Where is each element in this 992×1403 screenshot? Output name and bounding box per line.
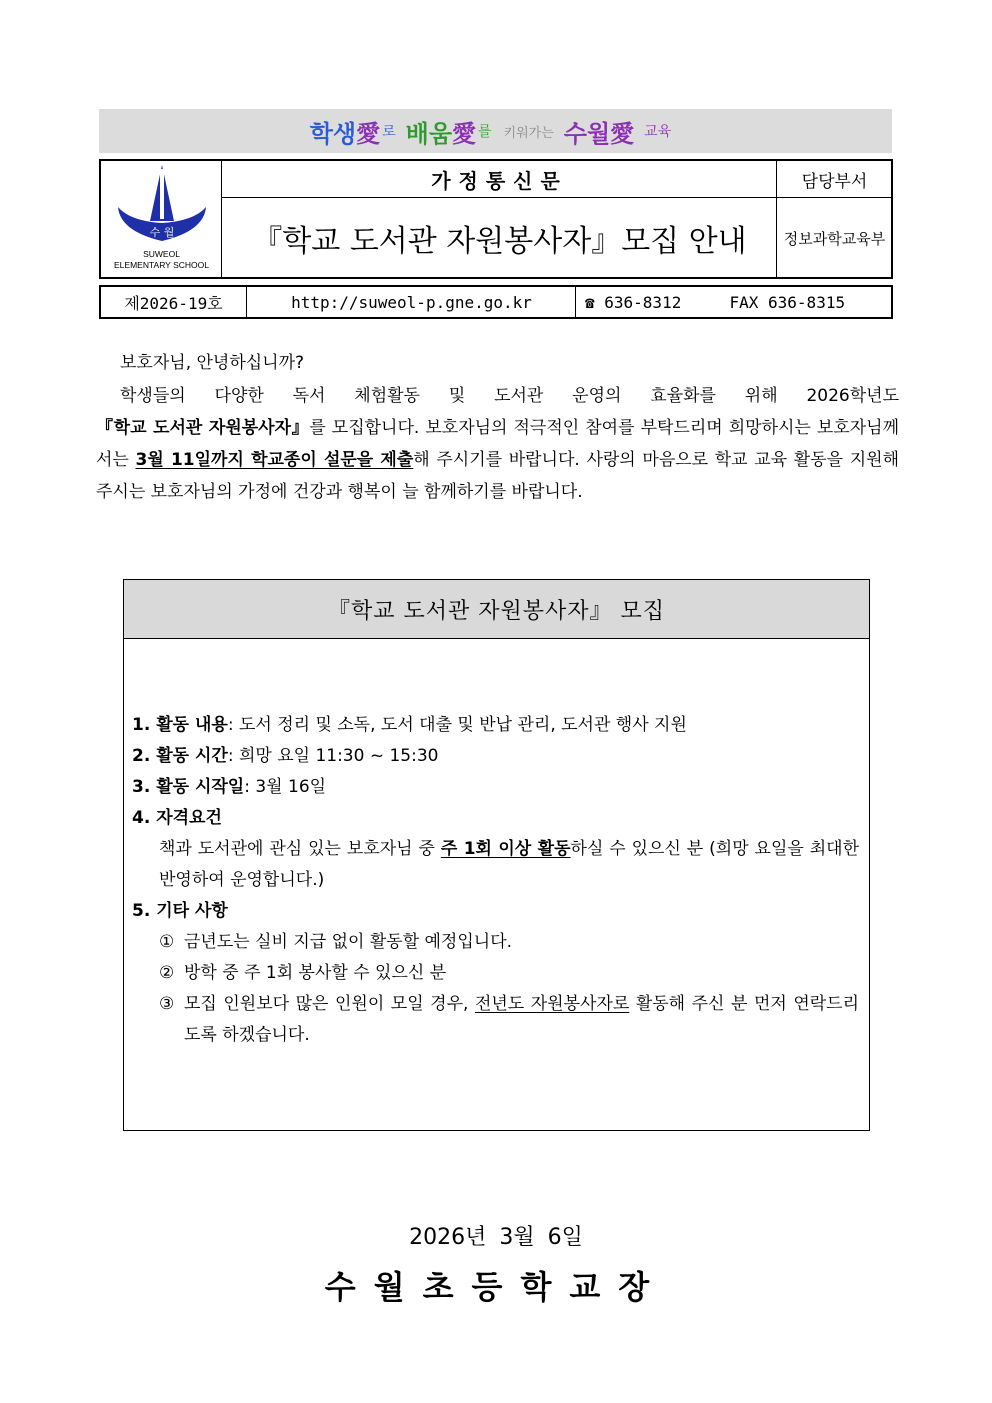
header-table — [99, 159, 893, 279]
slogan-part1-suffix: 로 — [382, 124, 396, 140]
slogan-banner — [99, 109, 892, 153]
slogan-love-2: 愛 — [452, 118, 477, 148]
info-row — [99, 285, 893, 319]
greeting: 보호자님, 안녕하십니까? — [120, 353, 305, 373]
detail-item-5 — [132, 896, 859, 927]
slogan-part5: 교육 — [644, 124, 672, 140]
slogan-part3: 키워가는 — [503, 125, 554, 141]
doc-number: 제2026-19호 — [124, 293, 223, 313]
slogan-part4: 수월 — [563, 119, 611, 148]
slogan-part2: 배움 — [405, 119, 453, 148]
qualification-emphasis: 주 1회 이상 활동 — [440, 839, 571, 859]
detail-label-2: 2. 활동 시간 — [132, 746, 228, 766]
priority-emphasis: 전년도 자원봉사자로 — [474, 994, 630, 1014]
detail-label-4: 4. 자격요건 — [132, 808, 222, 828]
school-logo — [101, 161, 222, 277]
recruitment-box — [123, 579, 870, 1131]
body-text-1: 학생들의 다양한 독서 체험활동 및 도서관 운영의 효율화를 위해 2026학년도 — [120, 386, 899, 406]
other-note-3: ③ 모집 인원보다 많은 인원이 모일 경우, 전년도 자원봉사자로 활동해 주신 분 먼저 연락드리도록 하겠습니다. — [159, 994, 860, 1045]
doc-title: 『학교 도서관 자원봉사자』모집 안내 — [252, 224, 747, 259]
body-text-2: 를 모집합니다. 보호자님의 적극적인 참여를 부탁드리며 희망하시는 보호자님께서는 — [96, 418, 900, 470]
slogan-love-3: 愛 — [610, 118, 635, 148]
logo-text: 수 월 — [149, 226, 174, 239]
body-text-bold: 『학교 도서관 자원봉사자』 — [96, 418, 310, 438]
dept-label: 담당부서 — [801, 171, 868, 192]
signer: 수월초등학교장 — [324, 1268, 668, 1306]
detail-label-5: 5. 기타 사항 — [132, 901, 228, 921]
detail-item-3: 3. 활동 시작일: 3월 16일 — [132, 777, 327, 797]
contact-phone-fax: ☎ 636-8312 FAX 636-8315 — [585, 292, 846, 312]
detail-label-1: 1. 활동 내용 — [132, 715, 228, 735]
slogan-part2-suffix: 를 — [478, 124, 492, 140]
box-title: 『학교 도서관 자원봉사자』 모집 — [124, 580, 869, 639]
slogan-part1: 학생 — [309, 119, 357, 148]
body-text-deadline: 3월 11일까지 학교종이 설문을 제출 — [135, 450, 414, 470]
other-note-1: ① 금년도는 실비 지급 없이 활동할 예정입니다. — [159, 932, 513, 952]
slogan-love-1: 愛 — [356, 118, 381, 148]
detail-item-2: 2. 활동 시간: 희망 요일 11:30 ~ 15:30 — [132, 746, 439, 766]
dept-value: 정보과학교육부 — [783, 229, 886, 248]
recruitment-details — [132, 710, 859, 1051]
doc-type: 가정통신문 — [431, 168, 568, 193]
school-url[interactable]: http://suweol-p.gne.go.kr — [291, 292, 532, 312]
body-paragraph — [96, 380, 899, 508]
school-name-en-2: ELEMENTARY SCHOOL — [114, 260, 209, 270]
detail-item-1: 1. 활동 내용: 도서 정리 및 소독, 도서 대출 및 반납 관리, 도서관 행사 지원 — [132, 715, 687, 735]
detail-item-4 — [132, 803, 859, 834]
body-text-3: 해 주시기를 바랍니다. 사랑의 마음으로 학교 교육 활동을 지원해 주시는 보호자님의 가정에 건강과 행복이 늘 함께하기를 바랍니다. — [96, 450, 899, 502]
issue-date: 2026년 3월 6일 — [409, 1225, 583, 1250]
school-name-en-1: SUWEOL — [143, 249, 180, 259]
other-note-2: ② 방학 중 주 1회 봉사할 수 있으신 분 — [159, 963, 447, 983]
detail-label-3: 3. 활동 시작일 — [132, 777, 245, 797]
qualification-text: 책과 도서관에 관심 있는 보호자님 중 주 1회 이상 활동하실 수 있으신 분 (희망 요일을 최대한 반영하여 운영합니다.) — [159, 839, 859, 890]
school-emblem-icon — [110, 161, 214, 249]
